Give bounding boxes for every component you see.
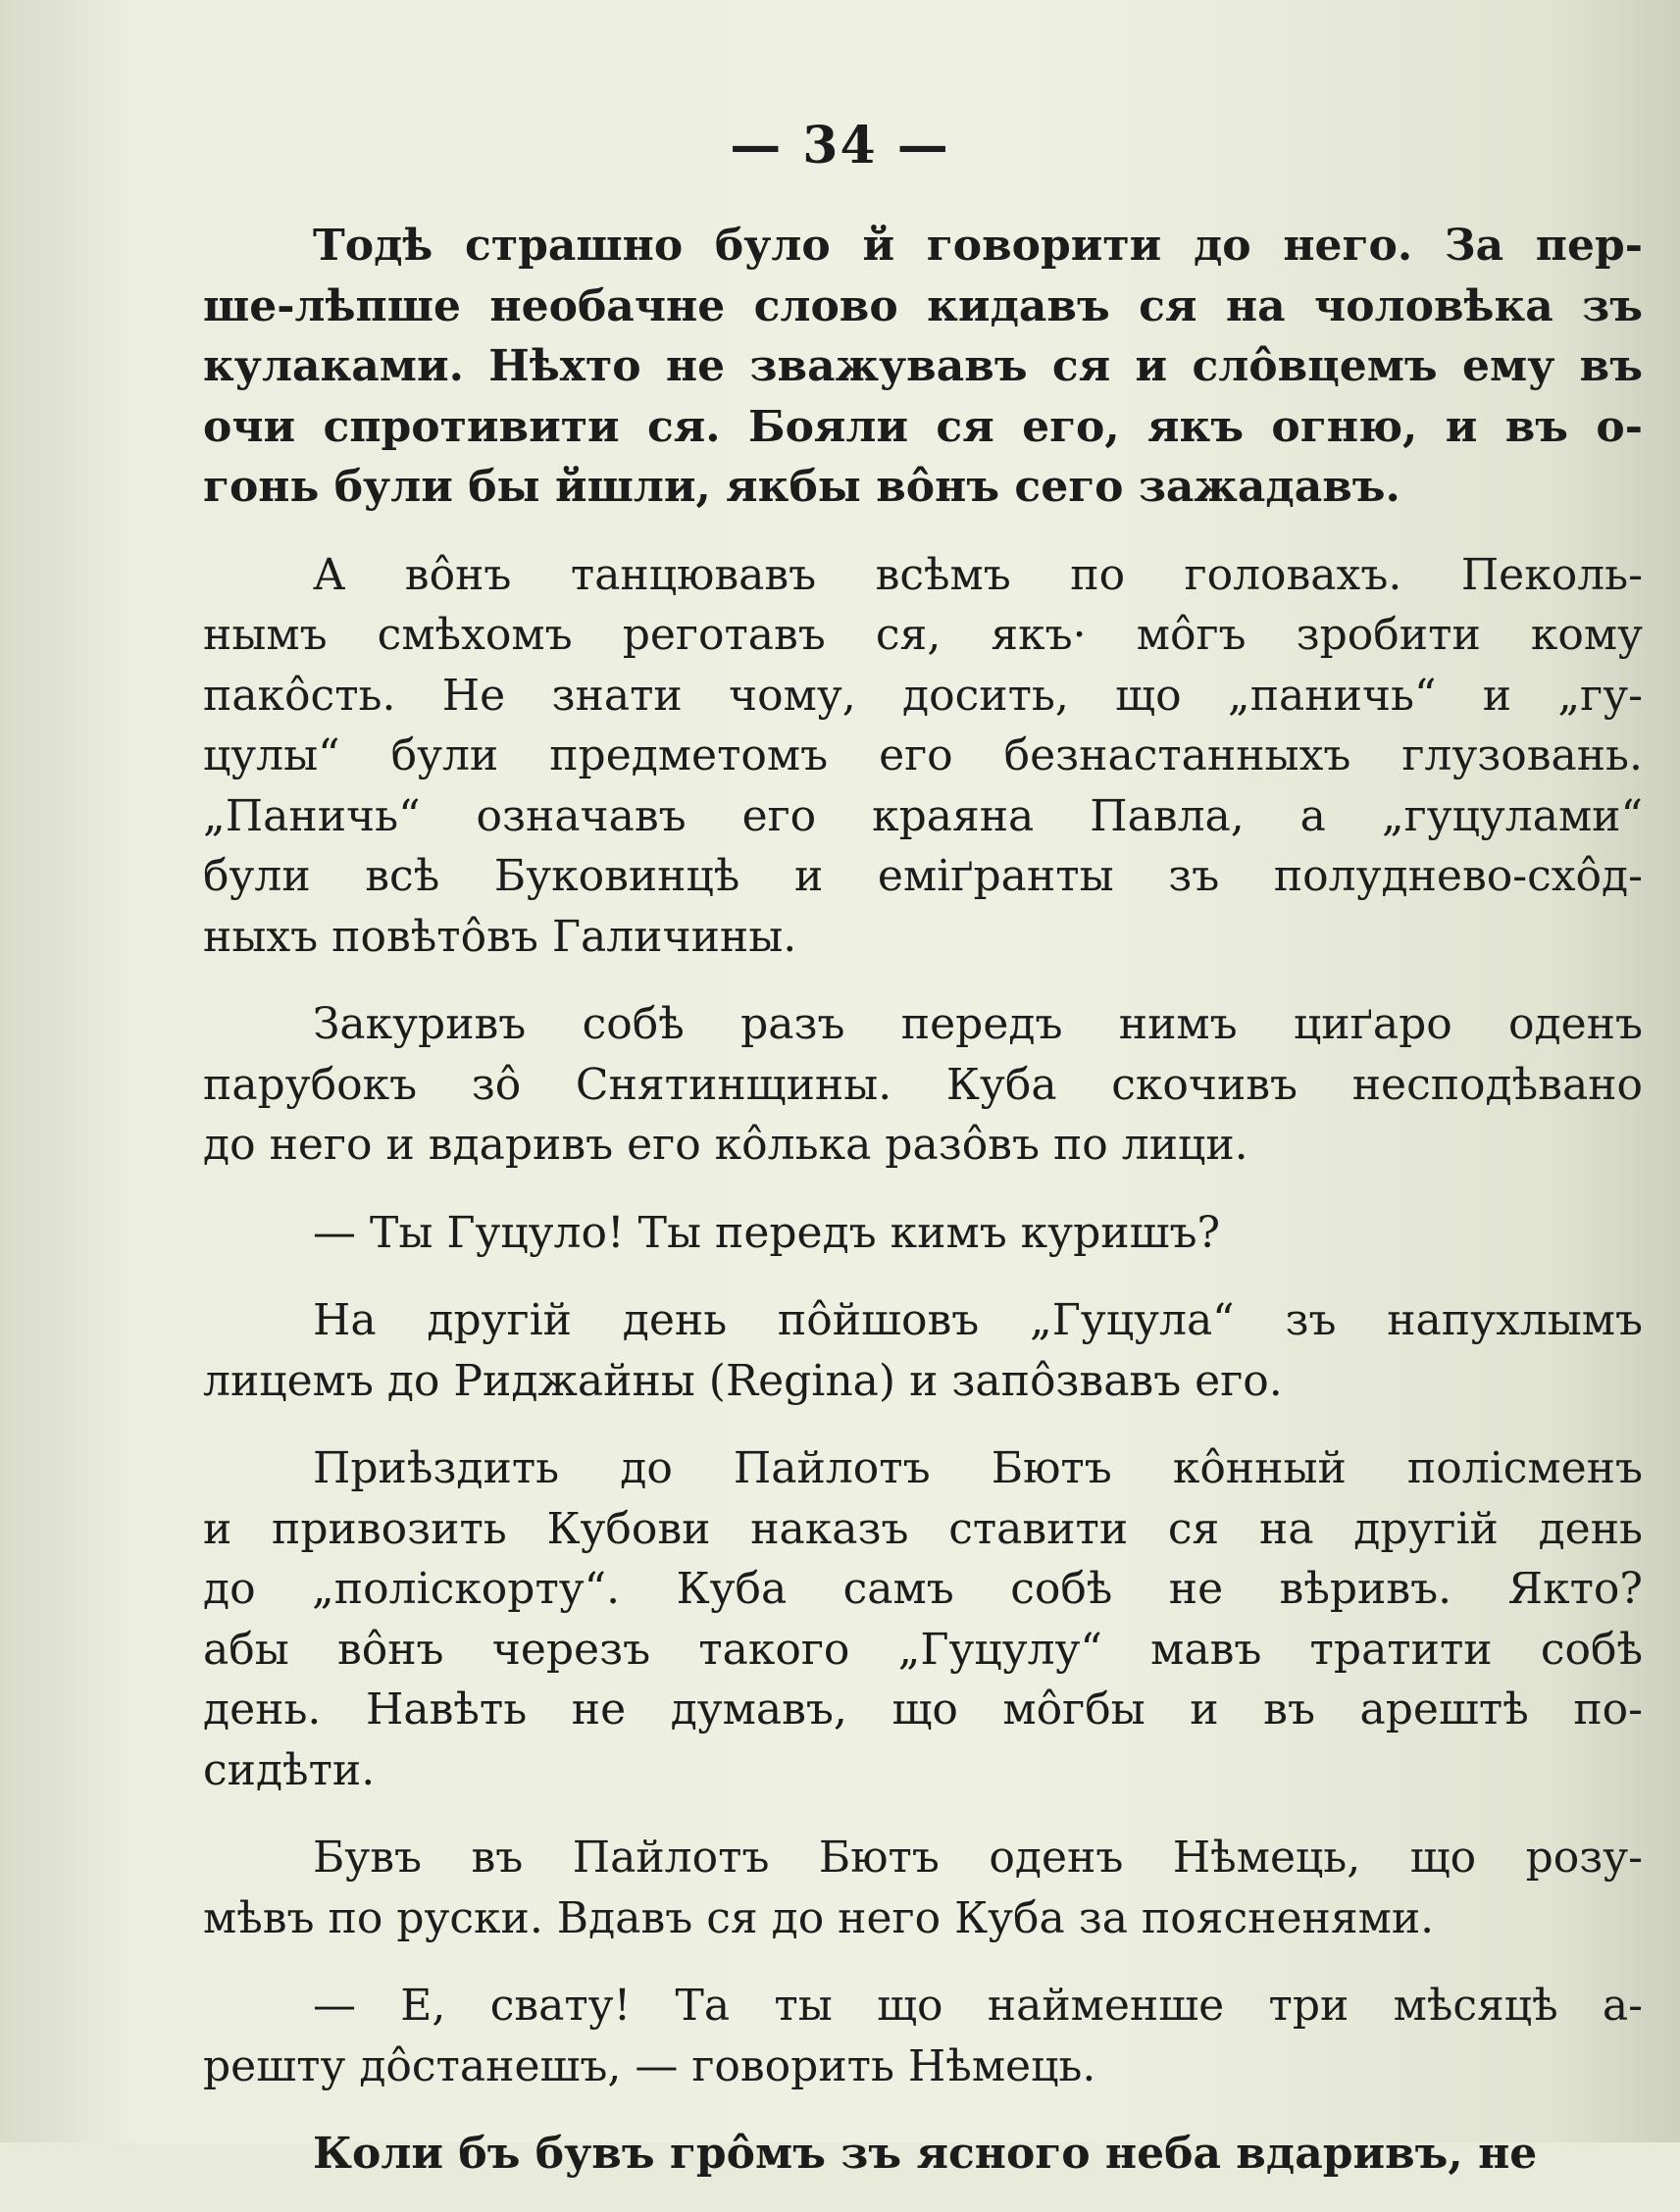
text-line: до „поліскорту“. Куба самъ собѣ не вѣривъ. Якто? [203,1564,1643,1614]
paragraph [203,2124,1643,2185]
text-line: На другій день пôйшовъ „Гуцула“ зъ напухлымъ [313,1295,1643,1345]
text-line: — Е, свату! Та ты що найменше три мѣсяцѣ а- [313,1981,1643,2031]
text-line: и привозить Кубови наказъ ставити ся на другій день [203,1503,1643,1554]
text-line: мѣвъ по руски. Вдавъ ся до него Куба за поясненями. [203,1892,1435,1943]
paragraph [203,994,1643,1176]
text-line: нымъ смѣхомъ реготавъ ся, якъ· мôгъ зробити кому [203,610,1643,660]
text-line: гонь були бы йшли, якбы вôнъ сего зажадавъ. [203,462,1400,512]
text-line: очи спротивити ся. Бояли ся его, якъ огню, и въ о- [203,401,1643,452]
text-line: лицемъ до Риджайны (Regina) и запôзвавъ его. [203,1355,1283,1406]
paragraph [203,545,1643,968]
text-line: абы вôнъ черезъ такого „Гуцулу“ мавъ тратити собѣ [203,1624,1643,1675]
paragraph [203,1828,1643,1948]
body-text [203,216,1643,2212]
text-line: — Ты Гуцуло! Ты передъ кимъ куришъ? [313,1207,1221,1258]
text-line: цулы“ були предметомъ его безнастанныхъ глузовань. [203,730,1643,780]
text-line: ше-лѣпше необачне слово кидавъ ся на чоловѣка зъ [203,280,1643,331]
text-line: парубокъ зô Снятинщины. Куба скочивъ несподѣвано [203,1059,1643,1110]
text-line: решту дôстанешъ, — говорить Нѣмець. [203,2040,1096,2091]
text-line: були всѣ Буковинцѣ и еміґранты зъ полудневo-схôд- [203,851,1643,901]
text-line: день. Навѣть не думавъ, що мôгбы и въ арештѣ по- [203,1684,1643,1734]
text-line: ныхъ повѣтôвъ Галичины. [203,911,797,962]
text-line: до него и вдаривъ его кôлька разôвъ по лици. [203,1120,1248,1170]
text-line: Коли бъ бувъ грôмъ зъ ясного неба вдаривъ, не [313,2129,1538,2179]
text-line: сидѣти. [203,1744,376,1795]
text-line: Бувъ въ Пайлотъ Бютъ оденъ Нѣмець, що розу- [313,1833,1643,1883]
text-line: кулаками. Нѣхто не зважувавъ ся и слôвцемъ ему въ [203,341,1643,391]
text-line: Приѣздить до Пайлотъ Бютъ кôнный полісменъ [313,1443,1643,1493]
text-line: А вôнъ танцювавъ всѣмъ по головахъ. Пеколь- [313,549,1643,600]
page-number: — 34 — [730,116,950,176]
text-line: „Паничь“ означавъ его краяна Павла, а „гуцулами“ [203,790,1643,841]
paragraph [203,1203,1643,1264]
text-line: Закуривъ собѣ разъ передъ нимъ циґаро оденъ [313,999,1643,1049]
text-line: пакôсть. Не знати чому, досить, що „паничь“ и „гу- [203,670,1643,721]
paragraph [203,1976,1643,2096]
text-line: Тодѣ страшно було й говорити до него. За пер- [313,221,1643,271]
paragraph [203,1438,1643,1800]
paragraph [203,216,1643,518]
paragraph [203,1290,1643,1411]
